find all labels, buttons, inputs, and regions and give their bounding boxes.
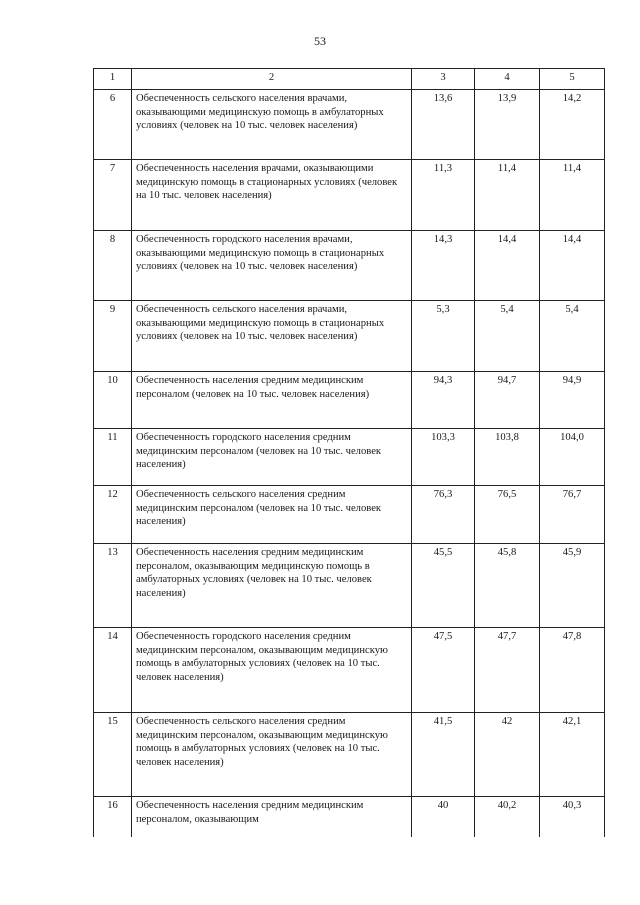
table-row (94, 628, 605, 713)
value-col4: 103,8 (475, 429, 540, 486)
indicator-description: Обеспеченность населения врачами, оказывающими медицинскую помощь в стационарных условиях (человек на 10 тыс. человек населения) (132, 160, 412, 231)
row-number: 16 (94, 797, 132, 837)
indicator-description: Обеспеченность сельского населения врачами, оказывающими медицинскую помощь в амбулаторных условиях (человек на 10 тыс. человек населения) (132, 90, 412, 160)
indicator-description: Обеспеченность городского населения средним медицинским персоналом (человек на 10 тыс. человек населения) (132, 429, 412, 486)
value-col4: 42 (475, 713, 540, 797)
table-row (94, 231, 605, 301)
value-col5: 104,0 (540, 429, 605, 486)
column-header: 1 (94, 69, 132, 90)
indicators-table (93, 68, 605, 837)
value-col4: 94,7 (475, 372, 540, 429)
value-col4: 47,7 (475, 628, 540, 713)
table-row (94, 429, 605, 486)
value-col3: 103,3 (412, 429, 475, 486)
value-col3: 11,3 (412, 160, 475, 231)
indicator-description: Обеспеченность городского населения средним медицинским персоналом, оказывающим медицинскую помощь в амбулаторных условиях (человек на 10 тыс. человек населения) (132, 628, 412, 713)
value-col5: 14,4 (540, 231, 605, 301)
row-number: 14 (94, 628, 132, 713)
value-col3: 13,6 (412, 90, 475, 160)
value-col4: 45,8 (475, 544, 540, 628)
table-row (94, 713, 605, 797)
table-row (94, 797, 605, 837)
table-row (94, 372, 605, 429)
row-number: 10 (94, 372, 132, 429)
value-col5: 76,7 (540, 486, 605, 544)
value-col4: 13,9 (475, 90, 540, 160)
value-col4: 76,5 (475, 486, 540, 544)
value-col3: 40 (412, 797, 475, 837)
value-col5: 11,4 (540, 160, 605, 231)
row-number: 11 (94, 429, 132, 486)
value-col4: 14,4 (475, 231, 540, 301)
value-col4: 5,4 (475, 301, 540, 372)
indicator-description: Обеспеченность сельского населения врачами, оказывающими медицинскую помощь в стационарных условиях (человек на 10 тыс. человек населения) (132, 301, 412, 372)
table-row (94, 90, 605, 160)
indicator-description: Обеспеченность населения средним медицинским персоналом, оказывающим медицинскую помощь в амбулаторных условиях (человек на 10 тыс. человек населения) (132, 544, 412, 628)
row-number: 12 (94, 486, 132, 544)
value-col5: 47,8 (540, 628, 605, 713)
table-row (94, 544, 605, 628)
indicator-description: Обеспеченность населения средним медицинским персоналом, оказывающим (132, 797, 412, 837)
value-col3: 94,3 (412, 372, 475, 429)
value-col5: 40,3 (540, 797, 605, 837)
value-col3: 45,5 (412, 544, 475, 628)
row-number: 15 (94, 713, 132, 797)
value-col3: 41,5 (412, 713, 475, 797)
value-col3: 14,3 (412, 231, 475, 301)
table-header-row (94, 69, 605, 90)
value-col3: 47,5 (412, 628, 475, 713)
value-col3: 76,3 (412, 486, 475, 544)
row-number: 13 (94, 544, 132, 628)
table-row (94, 301, 605, 372)
value-col5: 42,1 (540, 713, 605, 797)
value-col3: 5,3 (412, 301, 475, 372)
page-number: 53 (314, 34, 326, 48)
table-row (94, 160, 605, 231)
indicator-description: Обеспеченность сельского населения средним медицинским персоналом, оказывающим медицинскую помощь в амбулаторных условиях (человек на 10 тыс. человек населения) (132, 713, 412, 797)
indicator-description: Обеспеченность городского населения врачами, оказывающими медицинскую помощь в стационарных условиях (человек на 10 тыс. человек населения) (132, 231, 412, 301)
indicator-description: Обеспеченность сельского населения средним медицинским персоналом (человек на 10 тыс. человек населения) (132, 486, 412, 544)
row-number: 8 (94, 231, 132, 301)
table-row (94, 486, 605, 544)
value-col5: 94,9 (540, 372, 605, 429)
column-header: 5 (540, 69, 605, 90)
column-header: 4 (475, 69, 540, 90)
value-col5: 5,4 (540, 301, 605, 372)
row-number: 9 (94, 301, 132, 372)
row-number: 7 (94, 160, 132, 231)
value-col5: 45,9 (540, 544, 605, 628)
value-col4: 11,4 (475, 160, 540, 231)
column-header: 2 (132, 69, 412, 90)
row-number: 6 (94, 90, 132, 160)
column-header: 3 (412, 69, 475, 90)
value-col4: 40,2 (475, 797, 540, 837)
value-col5: 14,2 (540, 90, 605, 160)
indicator-description: Обеспеченность населения средним медицинским персоналом (человек на 10 тыс. человек населения) (132, 372, 412, 429)
